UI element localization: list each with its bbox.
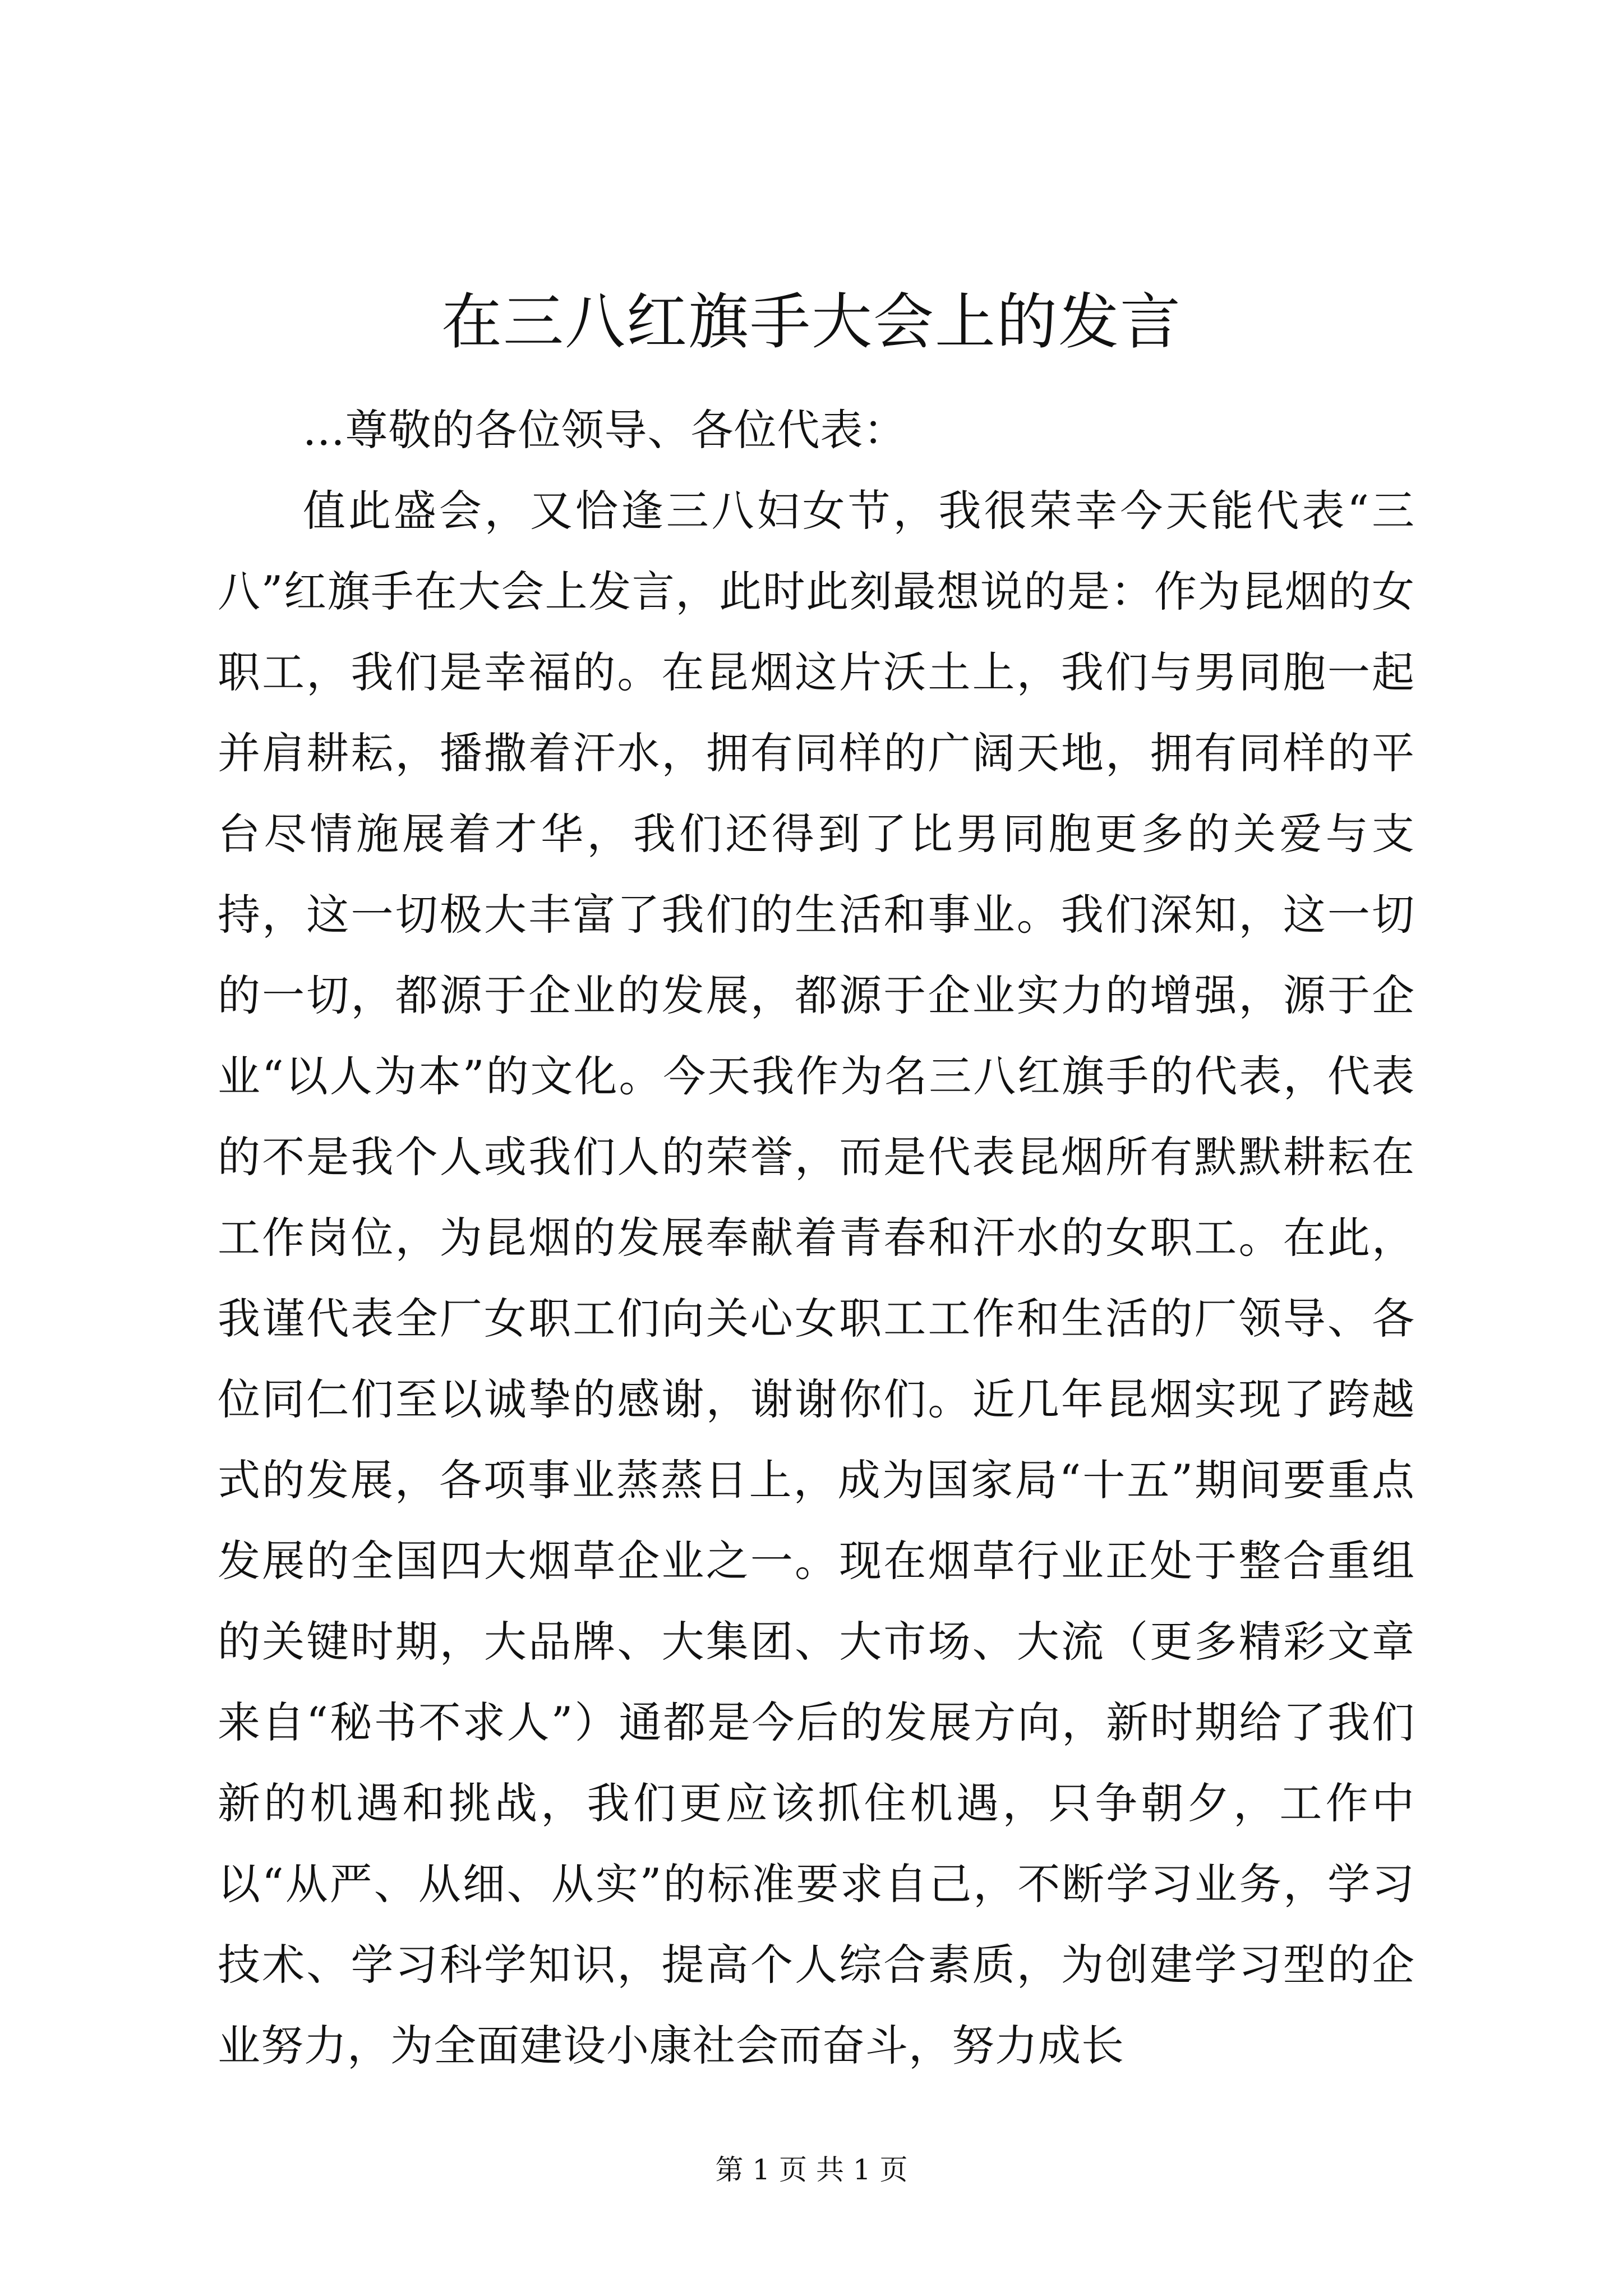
body-paragraph: 值此盛会，又恰逢三八妇女节，我很荣幸今天能代表“三八”红旗手在大会上发言，此时此刻最想说的是：作为昆烟的女职工，我们是幸福的。在昆烟这片沃土上，我们与男同胞一起并肩耕耘，播撒着汗水，拥有同样的广阔天地，拥有同样的平台尽情施展着才华，我们还得到了比男同胞更多的关爱与支持，这一切极大丰富了我们的生活和事业。我们深知，这一切的一切，都源于企业的发展，都源于企业实力的增强，源于企业“以人为本”的文化。今天我作为名三八红旗手的代表，代表的不是我个人或我们人的荣誉，而是代表昆烟所有默默耕耘在工作岗位，为昆烟的发展奉献着青春和汗水的女职工。在此，我谨代表全厂女职工们向关心女职工工作和生活的厂领导、各位同仁们至以诚挚的感谢，谢谢你们。近几年昆烟实现了跨越式的发展，各项事业蒸蒸日上，成为国家局“十五”期间要重点发展的全国四大烟草企业之一。现在烟草行业正处于整合重组的关键时期，大品牌、大集团、大市场、大流（更多精彩文章来自“秘书不求人”）通都是今后的发展方向，新时期给了我们新的机遇和挑战，我们更应该抓住机遇，只争朝夕，工作中以“从严、从细、从实”的标准要求自己，不断学习业务，学习技术、学习科学知识，提高个人综合素质，为创建学习型的企业努力，为全面建设小康社会而奋斗，努力成长 [218,486,1415,2070]
document-title: 在三八红旗手大会上的发言 [441,287,1182,357]
document-body [218,390,1415,2086]
page-number-footer: 第 1 页 共 1 页 [715,2154,908,2186]
salutation-paragraph: ...尊敬的各位领导、各位代表： [303,405,907,455]
